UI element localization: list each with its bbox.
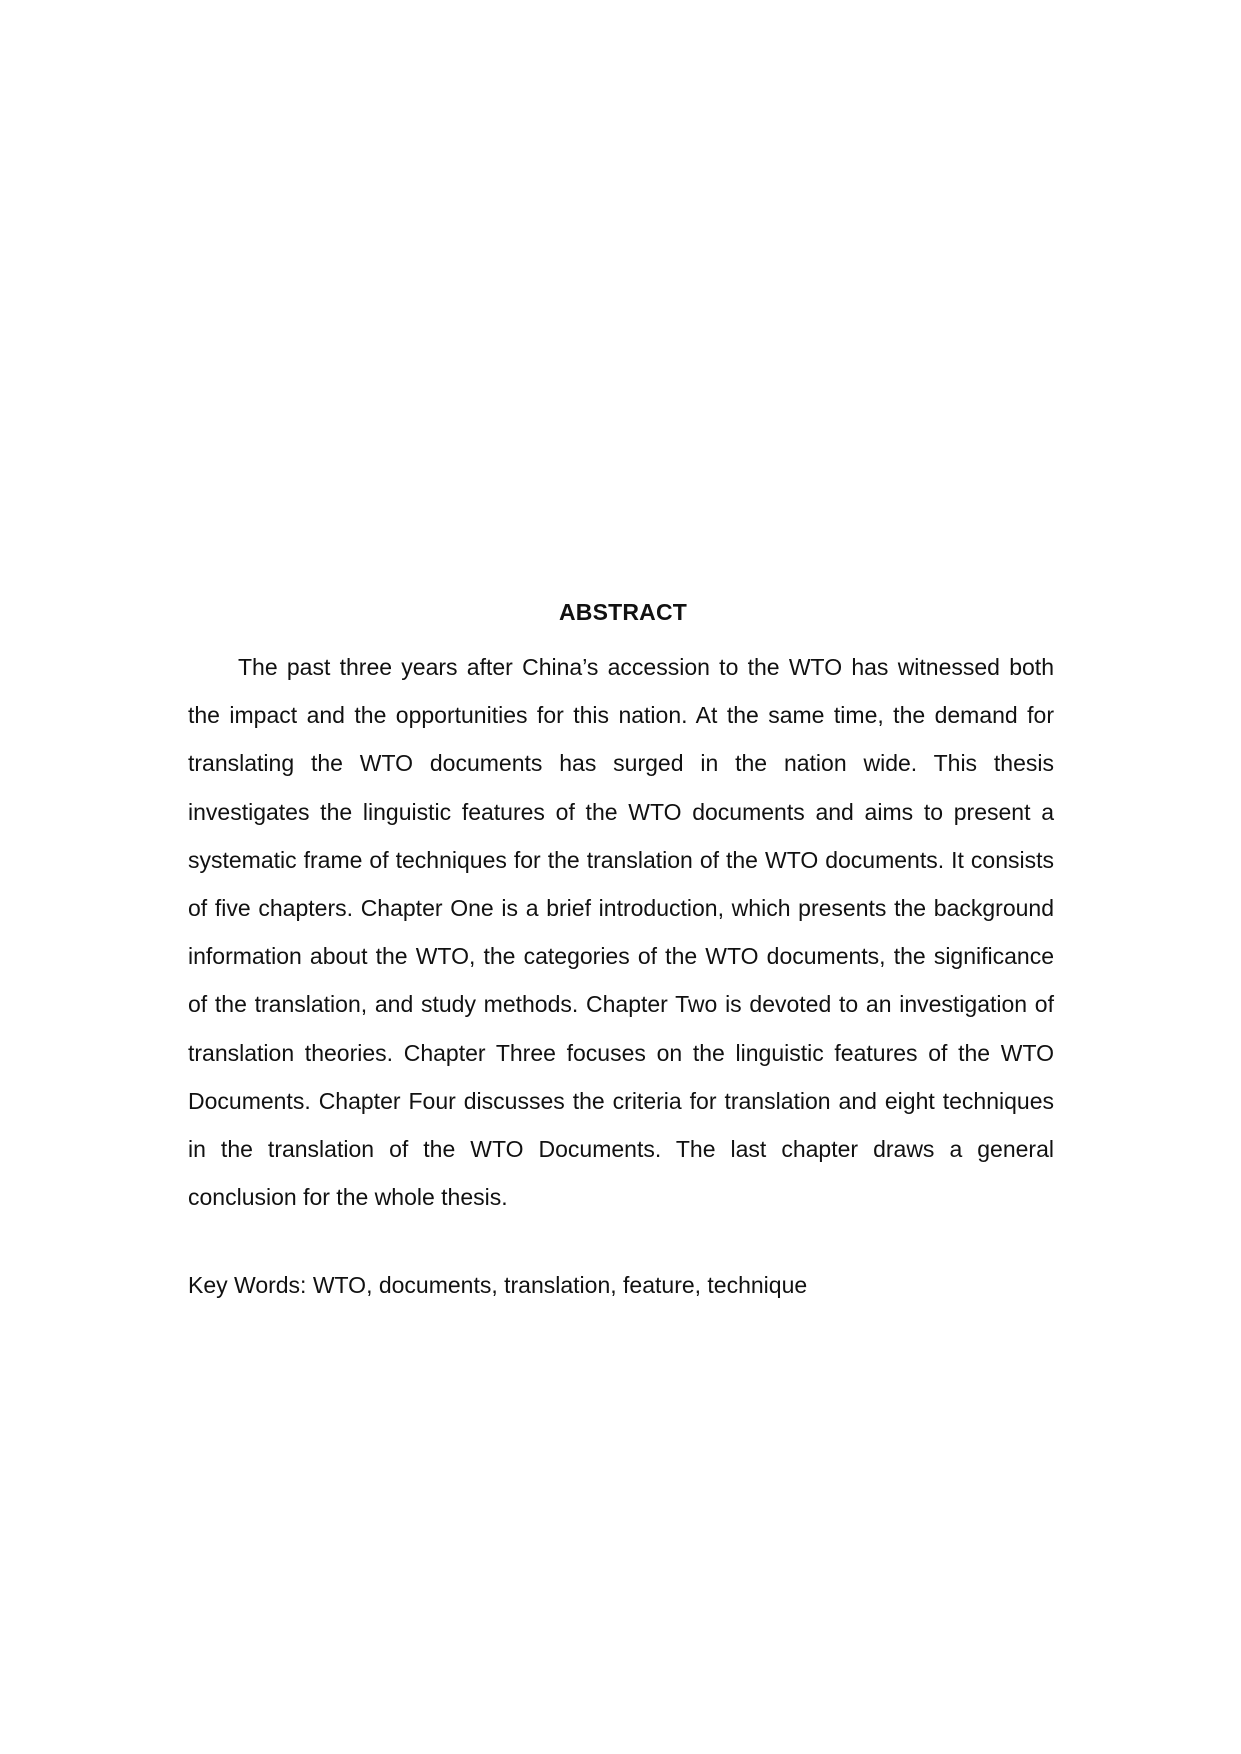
abstract-section (188, 596, 1054, 1301)
keywords-line: Key Words: WTO, documents, translation, feature, technique (188, 1272, 808, 1299)
abstract-paragraph: The past three years after China’s accession to the WTO has witnessed both the impact and the opportunities for this nation. At the same time, the demand for translating the WTO documents has surged in the nation wide. This thesis investigates the linguistic features of the WTO documents and aims to present a systematic frame of techniques for the translation of the WTO documents. It consists of five chapters. Chapter One is a brief introduction, which presents the background information about the WTO, the categories of the WTO documents, the significance of the translation, and study methods. Chapter Two is devoted to an investigation of translation theories. Chapter Three focuses on the linguistic features of the WTO Documents. Chapter Four discusses the criteria for translation and eight techniques in the translation of the WTO Documents. The last chapter draws a general conclusion for the whole thesis. (188, 654, 1054, 1211)
abstract-heading: ABSTRACT (558, 599, 688, 625)
